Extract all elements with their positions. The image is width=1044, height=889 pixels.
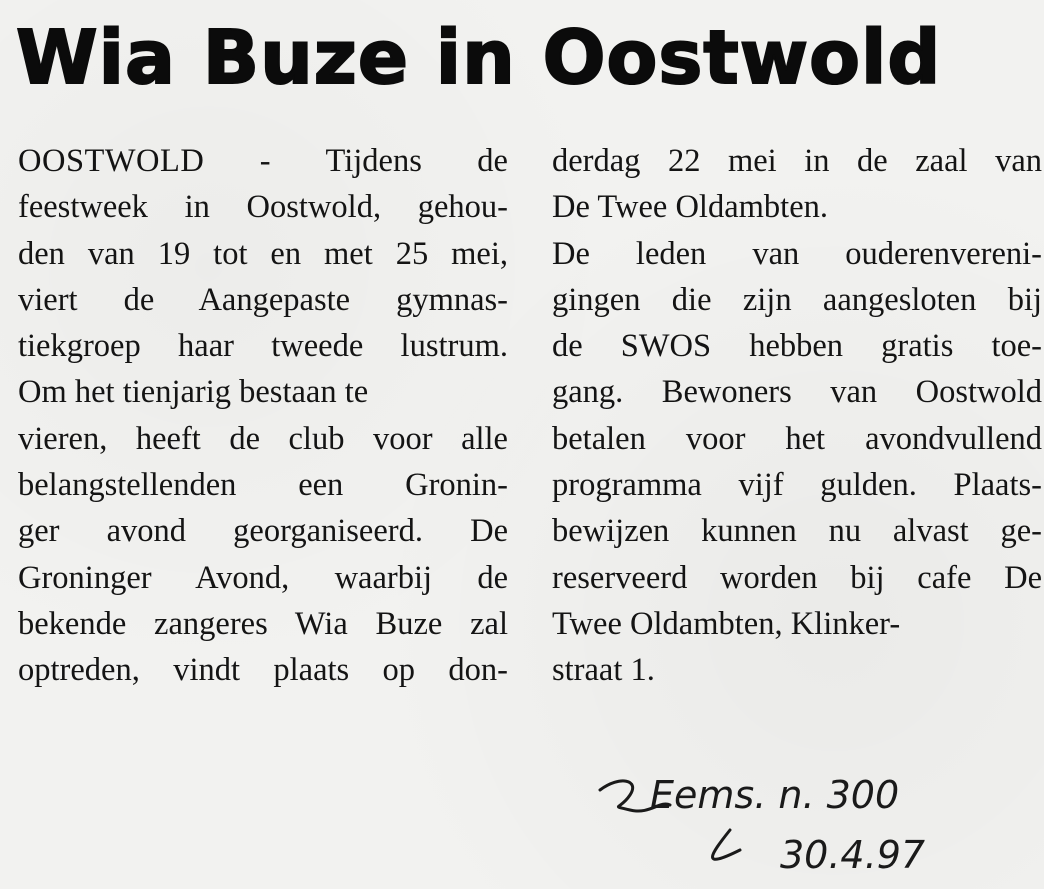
article-line: optreden, vindt plaats op don- [18, 652, 508, 689]
article-line: Twee Oldambten, Klinker- [552, 605, 901, 642]
handwriting-drawing [590, 760, 1030, 880]
handwritten-annotation [590, 760, 1030, 880]
article-column-left [18, 138, 508, 694]
handwriting-line-2: 30.4.97 [780, 833, 926, 877]
article-line: bewijzen kunnen nu alvast ge- [552, 513, 1042, 550]
article-line: Groninger Avond, waarbij de [18, 559, 508, 596]
handwriting-line-1: Eems. n. 300 [650, 773, 900, 817]
article-line: derdag 22 mei in de zaal van [552, 143, 1042, 179]
article-line: ger avond georganiseerd. De [18, 513, 508, 550]
article-line: tiekgroep haar tweede lustrum. [18, 328, 508, 365]
article-line: betalen voor het avondvullend [552, 420, 1042, 457]
article-line: De leden van ouderenvereni- [552, 235, 1042, 272]
article-column-right [552, 138, 1042, 694]
article-line: vieren, heeft de club voor alle [18, 420, 508, 457]
article-line: Om het tienjarig bestaan te [18, 374, 369, 411]
article-line: reserveerd worden bij cafe De [552, 559, 1042, 596]
article-line: gang. Bewoners van Oostwold [552, 374, 1042, 411]
dateline: OOSTWOLD [18, 143, 205, 179]
article-line: bekende zangeres Wia Buze zal [18, 605, 508, 642]
article-line: belangstellenden een Gronin- [18, 467, 508, 504]
article-line: den van 19 tot en met 25 mei, [18, 235, 508, 272]
article-line: gingen die zijn aangesloten bij [552, 281, 1042, 318]
headline: Wia Buze in Oostwold [16, 15, 942, 101]
article-line: De Twee Oldambten. [552, 189, 828, 226]
article-line: OOSTWOLD - Tijdens de [18, 143, 508, 179]
article-line: de SWOS hebben gratis toe- [552, 328, 1042, 365]
article-line: straat 1. [552, 652, 655, 689]
article-line: feestweek in Oostwold, gehou- [18, 189, 508, 226]
article-line: viert de Aangepaste gymnas- [18, 281, 508, 318]
article-line: programma vijf gulden. Plaats- [552, 467, 1042, 504]
